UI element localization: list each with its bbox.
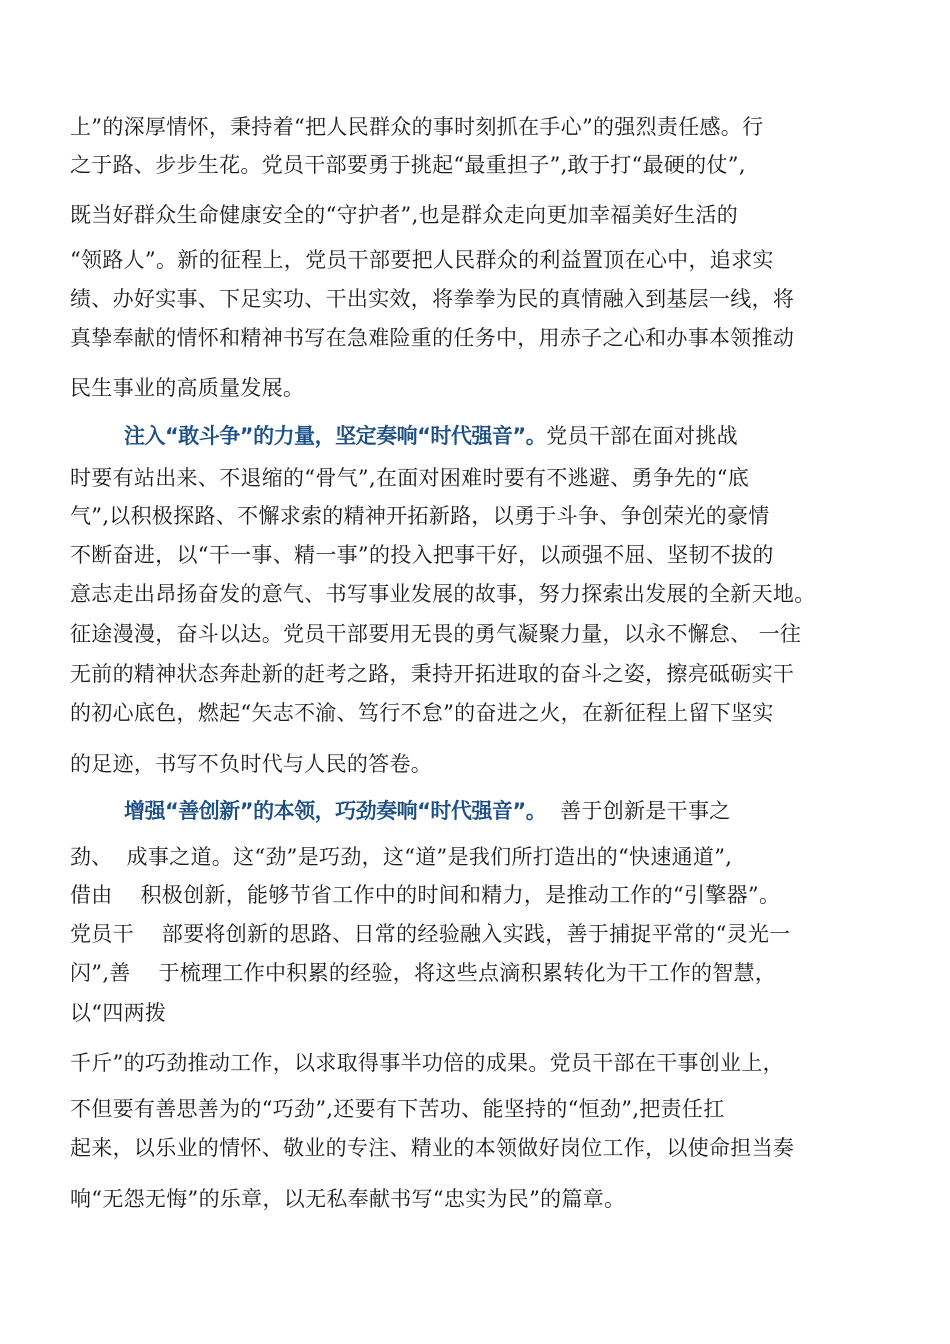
text-line: 借由 积极创新，能够节省工作中的时间和精力，是推动工作的“引擎器”。	[70, 883, 781, 907]
text-line: 时要有站出来、不退缩的“骨气”,在面对困难时要有不逃避、勇争先的“底	[70, 466, 750, 490]
text-line: 的足迹，书写不负时代与人民的答卷。	[70, 752, 433, 776]
text-line: 党员干 部要将创新的思路、日常的经验融入实践，善于捕捉平常的“灵光一	[70, 922, 791, 946]
text-line: “领路人”。新的征程上，党员干部要把人民群众的利益置顶在心中，追求实	[70, 248, 774, 272]
text-line: 真挚奉献的情怀和精神书写在急难险重的任务中，用赤子之心和办事本领推动	[70, 326, 795, 350]
text-line: 气”,以积极探路、不懈求索的精神开拓新路，以勇于斗争、争创荣光的豪情	[70, 504, 770, 528]
section-3-first-line	[124, 797, 731, 825]
text-line: 以“四两拨	[70, 1001, 167, 1025]
text-line: 征途漫漫，奋斗以达。党员干部要用无畏的勇气凝聚力量，以永不懈怠、 一往	[70, 622, 802, 646]
text-line: 上”的深厚情怀，秉持着“把人民群众的事时刻抓在手心”的强烈责任感。行	[70, 115, 764, 139]
section-3-heading: 增强“善创新”的本领，巧劲奏响“时代强音”。	[124, 799, 547, 823]
section-2-first-line	[124, 422, 738, 450]
text-line: 绩、办好实事、下足实功、干出实效，将拳拳为民的真情融入到基层一线，将	[70, 287, 795, 311]
text-line: 民生事业的高质量发展。	[70, 376, 305, 400]
text-line: 千斤”的巧劲推动工作，以求取得事半功倍的成果。党员干部在干事创业上，	[70, 1051, 784, 1075]
text-line: 意志走出昂扬奋发的意气、书写事业发展的故事，努力探索出发展的全新天地。	[70, 582, 816, 606]
text-line: 既当好群众生命健康安全的“守护者”,也是群众走向更加幸福美好生活的	[70, 203, 739, 227]
text-line: 闪”,善 于梳理工作中积累的经验，将这些点滴积累转化为干工作的智慧，	[70, 961, 777, 985]
text-line: 不但要有善思善为的“巧劲”,还要有下苦功、能坚持的“恒劲”,把责任扛	[70, 1097, 725, 1121]
section-3-lead-text: 善于创新是干事之	[546, 799, 731, 823]
text-line: 无前的精神状态奔赴新的赶考之路，秉持开拓进取的奋斗之姿，擦亮砥砺实干	[70, 662, 795, 686]
text-line: 不断奋进，以“干一事、精一事”的投入把事干好，以顽强不屈、坚韧不拔的	[70, 543, 774, 567]
text-line: 之于路、步步生花。党员干部要勇于挑起“最重担子”,敢于打“最硬的仗”,	[70, 153, 746, 177]
text-line: 劲、 成事之道。这“劲”是巧劲，这“道”是我们所打造出的“快速通道”,	[70, 845, 733, 869]
text-line: 的初心底色，燃起“矢志不渝、笃行不怠”的奋进之火，在新征程上留下坚实	[70, 701, 774, 725]
text-line: 起来，以乐业的情怀、敬业的专注、精业的本领做好岗位工作，以使命担当奏	[70, 1136, 795, 1160]
section-2-heading: 注入“敢斗争”的力量，坚定奏响“时代强音”。	[124, 424, 547, 448]
text-line: 响“无怨无悔”的乐章，以无私奉献书写“忠实为民”的篇章。	[70, 1187, 626, 1211]
section-2-lead-text: 党员干部在面对挑战	[546, 424, 738, 448]
